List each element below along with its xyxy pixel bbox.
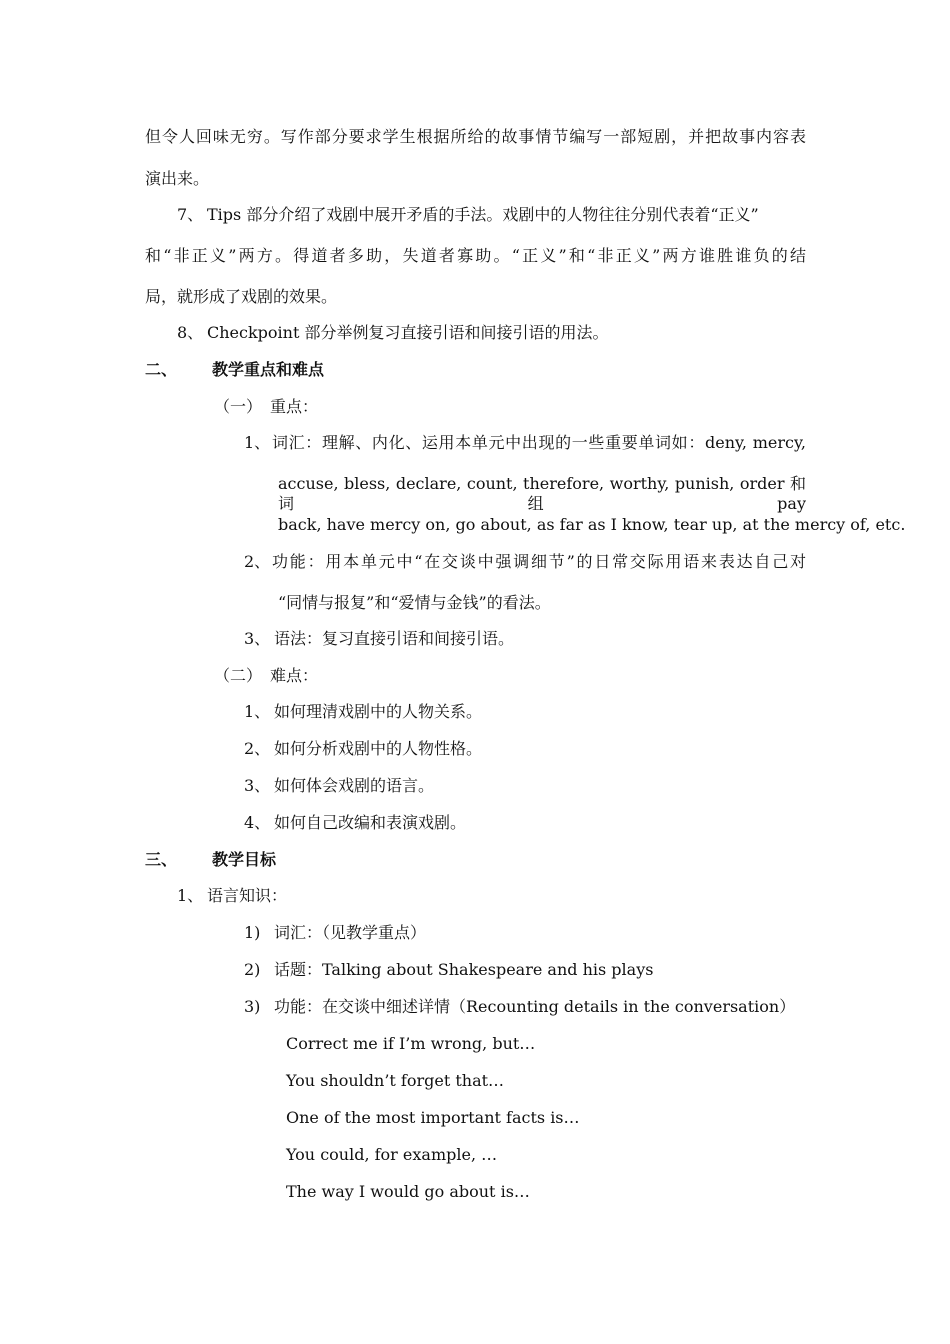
list-item-number: 3) bbox=[244, 997, 261, 1016]
section-number: 三、 bbox=[145, 850, 178, 869]
list-item-text: 话题：Talking about Shakespeare and his plays bbox=[274, 960, 654, 979]
section-number: 二、 bbox=[145, 360, 178, 379]
list-item-number: 1、 bbox=[244, 433, 271, 452]
list-item-number: 7、 bbox=[177, 205, 204, 224]
list-item-number: 4、 bbox=[244, 813, 271, 832]
list-item-number: 3、 bbox=[244, 776, 271, 795]
section-heading: 教学目标 bbox=[212, 850, 277, 869]
list-item-text: 如何分析戏剧中的人物性格。 bbox=[274, 739, 483, 758]
list-item-number: 2、 bbox=[244, 552, 271, 571]
list-item-text: 功能：在交谈中细述详情（Recounting details in the conversation） bbox=[274, 997, 796, 1016]
list-item-text: 语法：复习直接引语和间接引语。 bbox=[274, 629, 515, 648]
list-item-number: 1、 bbox=[244, 702, 271, 721]
list-item-text: 词汇：理解、内化、运用本单元中出现的一些重要单词如：deny, mercy, bbox=[272, 433, 806, 452]
phrase-line: The way I would go about is… bbox=[286, 1182, 530, 1201]
section-heading: 教学重点和难点 bbox=[212, 360, 325, 379]
list-item-text: 功能：用本单元中“在交谈中强调细节”的日常交际用语来表达自己对 bbox=[272, 552, 806, 571]
list-item-number: 8、 bbox=[177, 323, 204, 342]
subsection-heading: 重点： bbox=[270, 397, 319, 416]
subsection-number: （一） bbox=[214, 397, 263, 416]
list-item-text: 词汇：（见教学重点） bbox=[274, 923, 427, 942]
list-item-number: 1、 bbox=[177, 886, 204, 905]
phrase-line: One of the most important facts is… bbox=[286, 1108, 580, 1127]
subsection-number: （二） bbox=[214, 666, 263, 685]
phrase-line: Correct me if I’m wrong, but… bbox=[286, 1034, 536, 1053]
subsection-heading: 难点： bbox=[270, 666, 319, 685]
paragraph-line: 局，就形成了戏剧的效果。 bbox=[145, 287, 338, 306]
phrase-line: You could, for example, … bbox=[286, 1145, 498, 1164]
list-item-text: Tips 部分介绍了戏剧中展开矛盾的手法。戏剧中的人物往往分别代表着“正义” bbox=[207, 205, 759, 224]
list-item-text: 如何理清戏剧中的人物关系。 bbox=[274, 702, 483, 721]
list-item-text: “同情与报复”和“爱情与金钱”的看法。 bbox=[278, 593, 551, 612]
list-item-text: accuse, bless, declare, count, therefore, worthy, punish, order 和 词 组 pay bbox=[278, 474, 806, 513]
list-item-text: Checkpoint 部分举例复习直接引语和间接引语的用法。 bbox=[207, 323, 609, 342]
paragraph-line: 但令人回味无穷。写作部分要求学生根据所给的故事情节编写一部短剧，并把故事内容表 bbox=[145, 127, 806, 146]
list-item-text: 如何自己改编和表演戏剧。 bbox=[274, 813, 467, 832]
list-item-text: 如何体会戏剧的语言。 bbox=[274, 776, 435, 795]
list-item-number: 1) bbox=[244, 923, 261, 942]
paragraph-line: 和“非正义”两方。得道者多助，失道者寡助。“正义”和“非正义”两方谁胜谁负的结 bbox=[145, 246, 806, 265]
list-item-number: 2) bbox=[244, 960, 261, 979]
list-item-text: back, have mercy on, go about, as far as I know, tear up, at the mercy of, etc. bbox=[278, 515, 906, 534]
list-item-text: 语言知识： bbox=[207, 886, 288, 905]
list-item-number: 3、 bbox=[244, 629, 271, 648]
list-item-number: 2、 bbox=[244, 739, 271, 758]
phrase-line: You shouldn’t forget that… bbox=[286, 1071, 505, 1090]
paragraph-line: 演出来。 bbox=[145, 169, 210, 188]
